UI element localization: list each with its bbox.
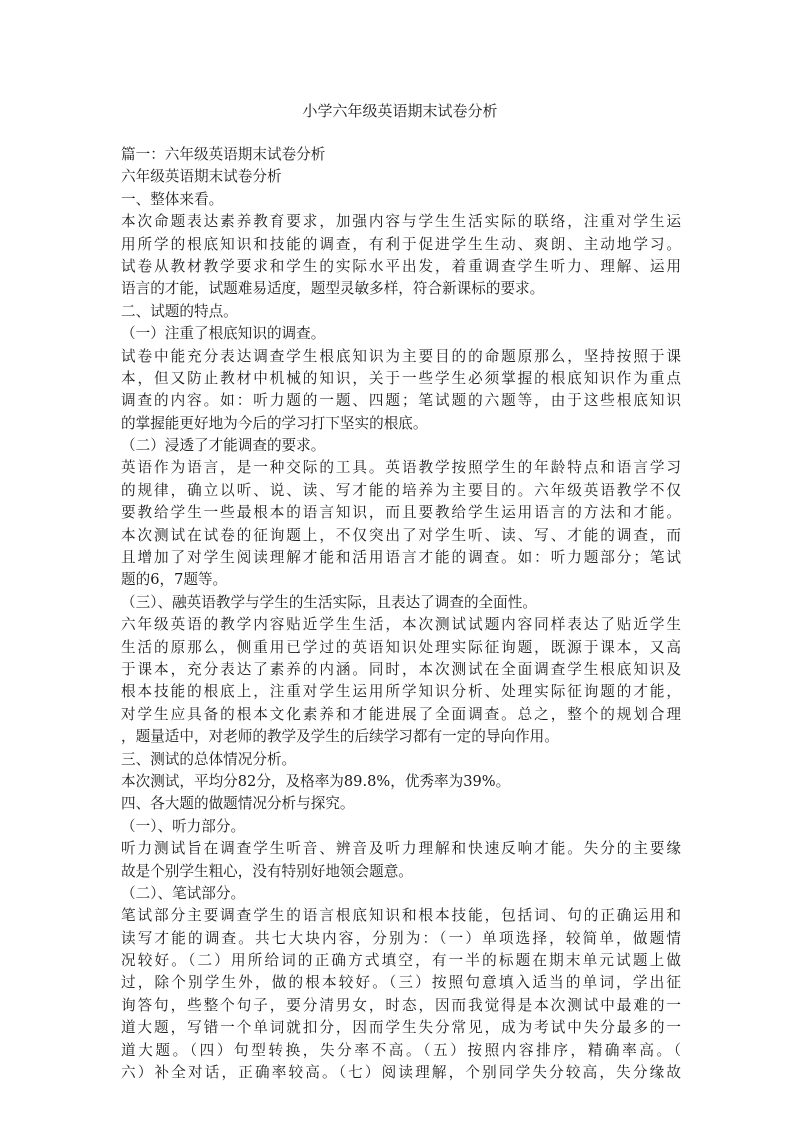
text-line: 根本技能的根底上，注重对学生运用所学知识分析、处理实际征询题的才能，: [121, 683, 681, 701]
text-line: 英语作为语言，是一种交际的工具。英语教学按照学生的年龄特点和语言学习: [121, 459, 681, 477]
document-title: 小学六年级英语期末试卷分析: [302, 102, 498, 120]
text-line: 本次测试，平均分82分，及格率为89.8%，优秀率为39%。: [121, 772, 511, 790]
text-line: 语言的才能，试题难易适度，题型灵敏多样，符合新课标的要求。: [121, 280, 545, 298]
text-line: 六）补全对话，正确率较高。（七）阅读理解，个别同学失分较高，失分缘故: [121, 1064, 681, 1082]
text-line: 生活的原那么，侧重用已学过的英语知识处理实际征询题，既源于课本，又高: [121, 638, 681, 656]
text-line: （一）注重了根底知识的调查。: [121, 325, 326, 343]
text-line: ，题量适中，对老师的教学及学生的后续学习都有一定的导向作用。: [121, 728, 559, 746]
text-line: 况较好。（二）用所给词的正确方式填空，有一半的标题在期末单元试题上做: [121, 952, 681, 970]
text-line: 询答句，些整个句子，要分清男女，时态，因而我觉得是本次测试中最难的一: [121, 996, 681, 1014]
text-line: 的掌握能更好地为今后的学习打下坚实的根底。: [121, 414, 428, 432]
text-line: 本次测试在试卷的征询题上，不仅突出了对学生听、读、写、才能的调查，而: [121, 526, 681, 544]
text-line: 六年级英语期末试卷分析: [121, 168, 282, 186]
text-line: 试卷从教材教学要求和学生的实际水平出发，着重调查学生听力、理解、运用: [121, 257, 681, 275]
text-line: 笔试部分主要调查学生的语言根底知识和根本技能，包括词、句的正确运用和: [121, 907, 681, 925]
text-line: （二）浸透了才能调查的要求。: [121, 437, 326, 455]
text-line: 道大题。（四）句型转换，失分率不高。（五）按照内容排序，精确率高。（: [121, 1041, 681, 1059]
text-line: 读写才能的调查。共七大块内容，分别为：（一）单项选择，较简单，做题情: [121, 929, 681, 947]
text-line: 用所学的根底知识和技能的调查，有利于促进学生生动、爽朗、主动地学习。: [121, 235, 681, 253]
text-line: 要教给学生一些最根本的语言知识，而且要教给学生运用语言的方法和才能。: [121, 504, 681, 522]
text-line: （二）、笔试部分。: [121, 884, 246, 902]
text-line: 篇一：六年级英语期末试卷分析: [121, 146, 326, 163]
text-line: 四、各大题的做题情况分析与探究。: [121, 795, 355, 813]
text-line: 故是个别学生粗心，没有特别好地领会题意。: [121, 862, 413, 880]
text-line: 本次命题表达素养教育要求，加强内容与学生生活实际的联络，注重对学生运: [121, 213, 681, 231]
text-line: 一、整体来看。: [121, 190, 224, 208]
text-line: 调查的内容。如：听力题的一题、四题；笔试题的六题等，由于这些根底知识: [121, 392, 681, 410]
text-line: 于课本，充分表达了素养的内涵。同时，本次测试在全面调查学生根底知识及: [121, 660, 681, 678]
text-line: 题的6，7题等。: [121, 571, 228, 589]
text-line: 过，除个别学生外，做的根本较好。（三）按照句意填入适当的单词，学出征: [121, 974, 681, 992]
text-line: 二、试题的特点。: [121, 302, 238, 320]
text-line: 的规律，确立以听、说、读、写才能的培养为主要目的。六年级英语教学不仅: [121, 481, 681, 499]
text-line: 三、测试的总体情况分析。: [121, 750, 297, 768]
document-body: [121, 144, 681, 1084]
text-line: （一）、听力部分。: [121, 817, 246, 835]
text-line: 六年级英语的教学内容贴近学生生活，本次测试试题内容同样表达了贴近学生: [121, 616, 681, 634]
text-line: 听力测试旨在调查学生听音、辨音及听力理解和快速反响才能。失分的主要缘: [121, 840, 681, 858]
text-line: 试卷中能充分表达调查学生根底知识为主要目的的命题原那么，坚持按照于课: [121, 347, 681, 365]
text-line: 道大题，写错一个单词就扣分，因而学生失分常见，成为考试中失分最多的一: [121, 1019, 681, 1037]
text-line: 本，但又防止教材中机械的知识，关于一些学生必须掌握的根底知识作为重点: [121, 369, 681, 387]
text-line: 且增加了对学生阅读理解才能和活用语言才能的调查。如：听力题部分；笔试: [121, 549, 681, 567]
text-line: 对学生应具备的根本文化素养和才能进展了全面调查。总之，整个的规划合理: [121, 705, 681, 723]
text-line: （三）、融英语教学与学生的生活实际，且表达了调查的全面性。: [121, 593, 537, 611]
